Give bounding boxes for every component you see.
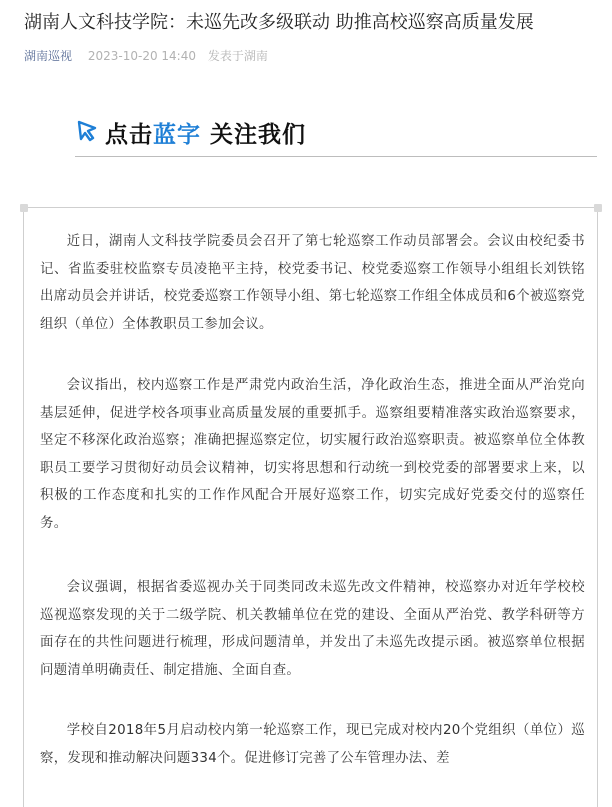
author-link[interactable]: 湖南巡视 xyxy=(24,49,73,63)
article-paragraph: 会议强调，根据省委巡视办关于同类同改未巡先改文件精神，校巡察办对近年学校校巡视巡察发现的关于二级学院、机关教辅单位在党的建设、全面从严治党、教学科研等方面存在的共性问题进行梳理，形成问题清单，并发出了未巡先改提示函。被巡察单位根据问题清单明确责任、制定措施、全面自查。 xyxy=(40,580,585,678)
article-paragraph: 近日，湖南人文科技学院委员会召开了第七轮巡察工作动员部署会。会议由校纪委书记、省监委驻校监察专员凌艳平主持，校党委书记、校党委巡察工作领导小组组长刘铁铭出席动员会并讲话，校党委巡察工作领导小组、第七轮巡察工作组全体成员和6个被巡察党组织（单位）全体教职员工参加会议。 xyxy=(40,234,585,332)
frame-corner-left xyxy=(20,204,28,212)
article-title: 湖南人文科技学院：未巡先改多级联动 助推高校巡察高质量发展 xyxy=(24,12,534,33)
article-paragraph: 会议指出，校内巡察工作是严肃党内政治生活，净化政治生态，推进全面从严治党向基层延伸，促进学校各项事业高质量发展的重要抓手。巡察组要精准落实政治巡察要求，坚定不移深化政治巡察；准确把握巡察定位，切实履行政治巡察职责。被巡察单位全体教职员工要学习贯彻好动员会议精神，切实将思想和行动统一到校党委的部署要求上来，以积极的工作态度和扎实的工作作风配合开展好巡察工作，切实完成好党委交付的巡察任务。 xyxy=(40,378,585,531)
cursor-arrow-icon xyxy=(75,120,97,142)
follow-highlight: 蓝字 xyxy=(153,122,201,148)
banner-divider xyxy=(75,156,597,157)
publish-date: 2023-10-20 14:40 xyxy=(87,49,196,63)
follow-suffix: 关注我们 xyxy=(201,122,307,148)
article-meta xyxy=(24,47,268,64)
follow-banner[interactable] xyxy=(75,112,597,160)
follow-prefix: 点击 xyxy=(105,122,153,148)
frame-corner-right xyxy=(594,204,602,212)
follow-banner-text xyxy=(105,116,306,149)
article-paragraph: 学校自2018年5月启动校内第一轮巡察工作，现已完成对校内20个党组织（单位）巡察，发现和推动解决问题334个。促进修订完善了公车管理办法、差 xyxy=(40,723,585,766)
publish-location: 发表于湖南 xyxy=(207,49,268,63)
